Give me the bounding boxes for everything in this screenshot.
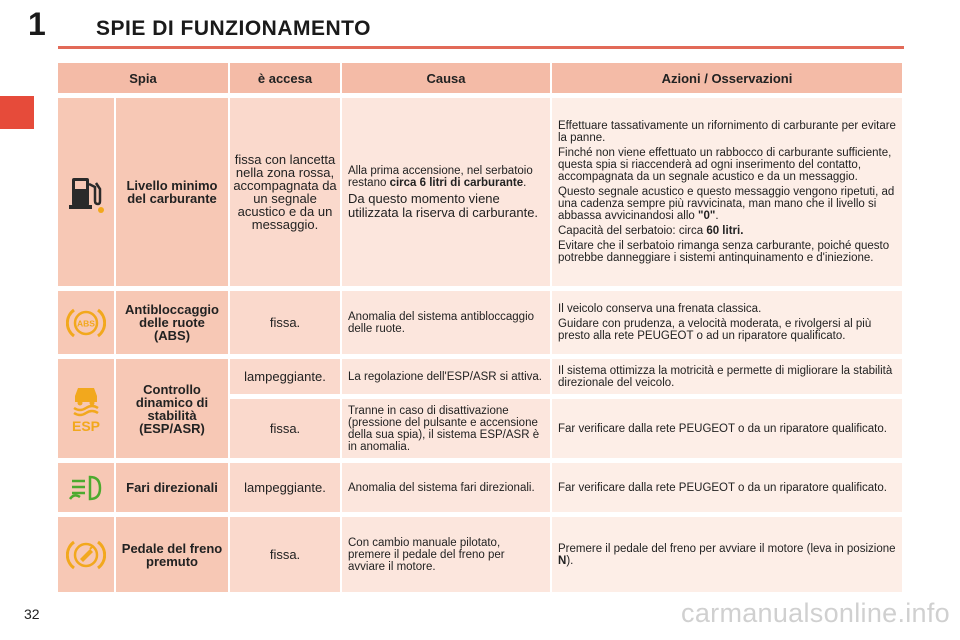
fuel-azioni-4a: Capacità del serbatoio: circa — [558, 225, 707, 237]
col-header-causa: Causa — [342, 63, 552, 98]
chapter-number: 1 — [28, 6, 46, 42]
col-header-azioni: Azioni / Osservazioni — [552, 63, 904, 98]
lights-name: Fari direzionali — [116, 463, 230, 517]
abs-azioni-1: Il veicolo conserva una frenata classica. — [558, 303, 762, 315]
svg-text:ABS: ABS — [77, 318, 95, 328]
esp-row2-azioni: Far verificare dalla rete PEUGEOT o da un riparatore qualificato. — [552, 399, 904, 463]
fuel-causa-1c: . — [523, 177, 527, 189]
lights-accesa: lampeggiante. — [230, 463, 342, 517]
fuel-azioni-5: Evitare che il serbatoio rimanga senza carburante, poiché questo potrebbe danneggiare i sistemi antinquinamento e d'iniezione. — [558, 240, 890, 264]
table-row-abs — [58, 291, 904, 359]
fuel-azioni-3b: "0" — [698, 210, 716, 222]
abs-causa: Anomalia del sistema antibloccaggio delle ruote. — [342, 291, 552, 359]
fuel-causa — [342, 98, 552, 291]
brake-azioni-a: Premere il pedale del freno per avviare il motore (leva in posizione — [558, 542, 896, 555]
fuel-azioni-4b: 60 litri. — [706, 225, 744, 237]
lights-azioni: Far verificare dalla rete PEUGEOT o da un riparatore qualificato. — [552, 463, 904, 517]
fuel-azioni-3c: . — [715, 210, 719, 222]
fuel-azioni — [552, 98, 904, 291]
fuel-accesa: fissa con lancetta nella zona rossa, accompagnata da un segnale acustico e da un messaggio. — [230, 98, 342, 291]
fuel-causa-1a: Alla prima accensione, nel serbatoio restano — [348, 165, 533, 189]
col-header-accesa: è accesa — [230, 63, 342, 98]
brake-azioni-c: ). — [566, 554, 574, 567]
svg-text:ESP: ESP — [71, 417, 101, 434]
fuel-azioni-1: Effettuare tassativamente un rifornimento di carburante per evitare la panne. — [558, 120, 896, 144]
col-header-spia: Spia — [58, 63, 230, 98]
title-rule — [58, 46, 904, 49]
fuel-causa-1b: circa 6 litri di carburante — [389, 177, 524, 189]
brake-accesa: fissa. — [230, 517, 342, 597]
table-row-brake — [58, 517, 904, 597]
esp-row2-causa: Tranne in caso di disattivazione (pressione del pulsante e accensione della sua spia), il sistema ESP/ASR è in anomalia. — [342, 399, 552, 463]
abs-accesa: fissa. — [230, 291, 342, 359]
abs-icon — [66, 305, 106, 341]
fuel-causa-2: Da questo momento viene utilizzata la riserva di carburante. — [348, 191, 539, 220]
fuel-azioni-2: Finché non viene effettuato un rabbocco di carburante sufficiente, questa spia si riaccenderà ad ogni inserimento del contatto, accompagnata da un segnale acustico e da un messaggio. — [558, 147, 892, 183]
esp-row2-accesa: fissa. — [230, 399, 342, 463]
page-number: 32 — [24, 606, 40, 622]
brake-icon-cell — [58, 517, 116, 597]
abs-azioni-2: Guidare con prudenza, a velocità moderata, e rivolgersi al più presto alla rete PEUGEOT o ad un riparatore qualificato. — [558, 318, 872, 342]
fuel-azioni-3a: Questo segnale acustico e questo messaggio vengono ripetuti, ad una cadenza sempre più ravvicinata, man mano che il livello si abbassa avvicinandosi allo — [558, 186, 895, 222]
fuel-pump-icon — [66, 170, 106, 214]
chapter-tab — [0, 96, 34, 129]
brake-azioni — [552, 517, 904, 597]
watermark: carmanualsonline.info — [681, 598, 950, 628]
esp-row1-accesa: lampeggiante. — [230, 359, 342, 399]
abs-azioni — [552, 291, 904, 359]
abs-name: Antibloccaggio delle ruote (ABS) — [116, 291, 230, 359]
fuel-icon-cell — [58, 98, 116, 291]
cornering-light-icon — [66, 473, 106, 503]
table-row-esp-1 — [58, 359, 904, 399]
brake-azioni-b: N — [558, 554, 567, 567]
lights-causa: Anomalia del sistema fari direzionali. — [342, 463, 552, 517]
warning-lights-table — [58, 63, 904, 597]
brake-name: Pedale del freno premuto — [116, 517, 230, 597]
table-row-lights — [58, 463, 904, 517]
table-header-row — [58, 63, 904, 98]
abs-icon-cell — [58, 291, 116, 359]
page-title: SPIE DI FUNZIONAMENTO — [96, 17, 371, 40]
esp-icon — [67, 384, 105, 434]
brake-pedal-icon — [66, 537, 106, 573]
brake-causa: Con cambio manuale pilotato, premere il pedale del freno per avviare il motore. — [342, 517, 552, 597]
esp-icon-cell — [58, 359, 116, 463]
esp-row1-azioni: Il sistema ottimizza la motricità e permette di migliorare la stabilità direzionale del veicolo. — [552, 359, 904, 399]
esp-row1-causa: La regolazione dell'ESP/ASR si attiva. — [342, 359, 552, 399]
esp-name: Controllo dinamico di stabilità (ESP/ASR) — [116, 359, 230, 463]
fuel-name: Livello minimo del carburante — [116, 98, 230, 291]
lights-icon-cell — [58, 463, 116, 517]
table-row-fuel — [58, 98, 904, 291]
